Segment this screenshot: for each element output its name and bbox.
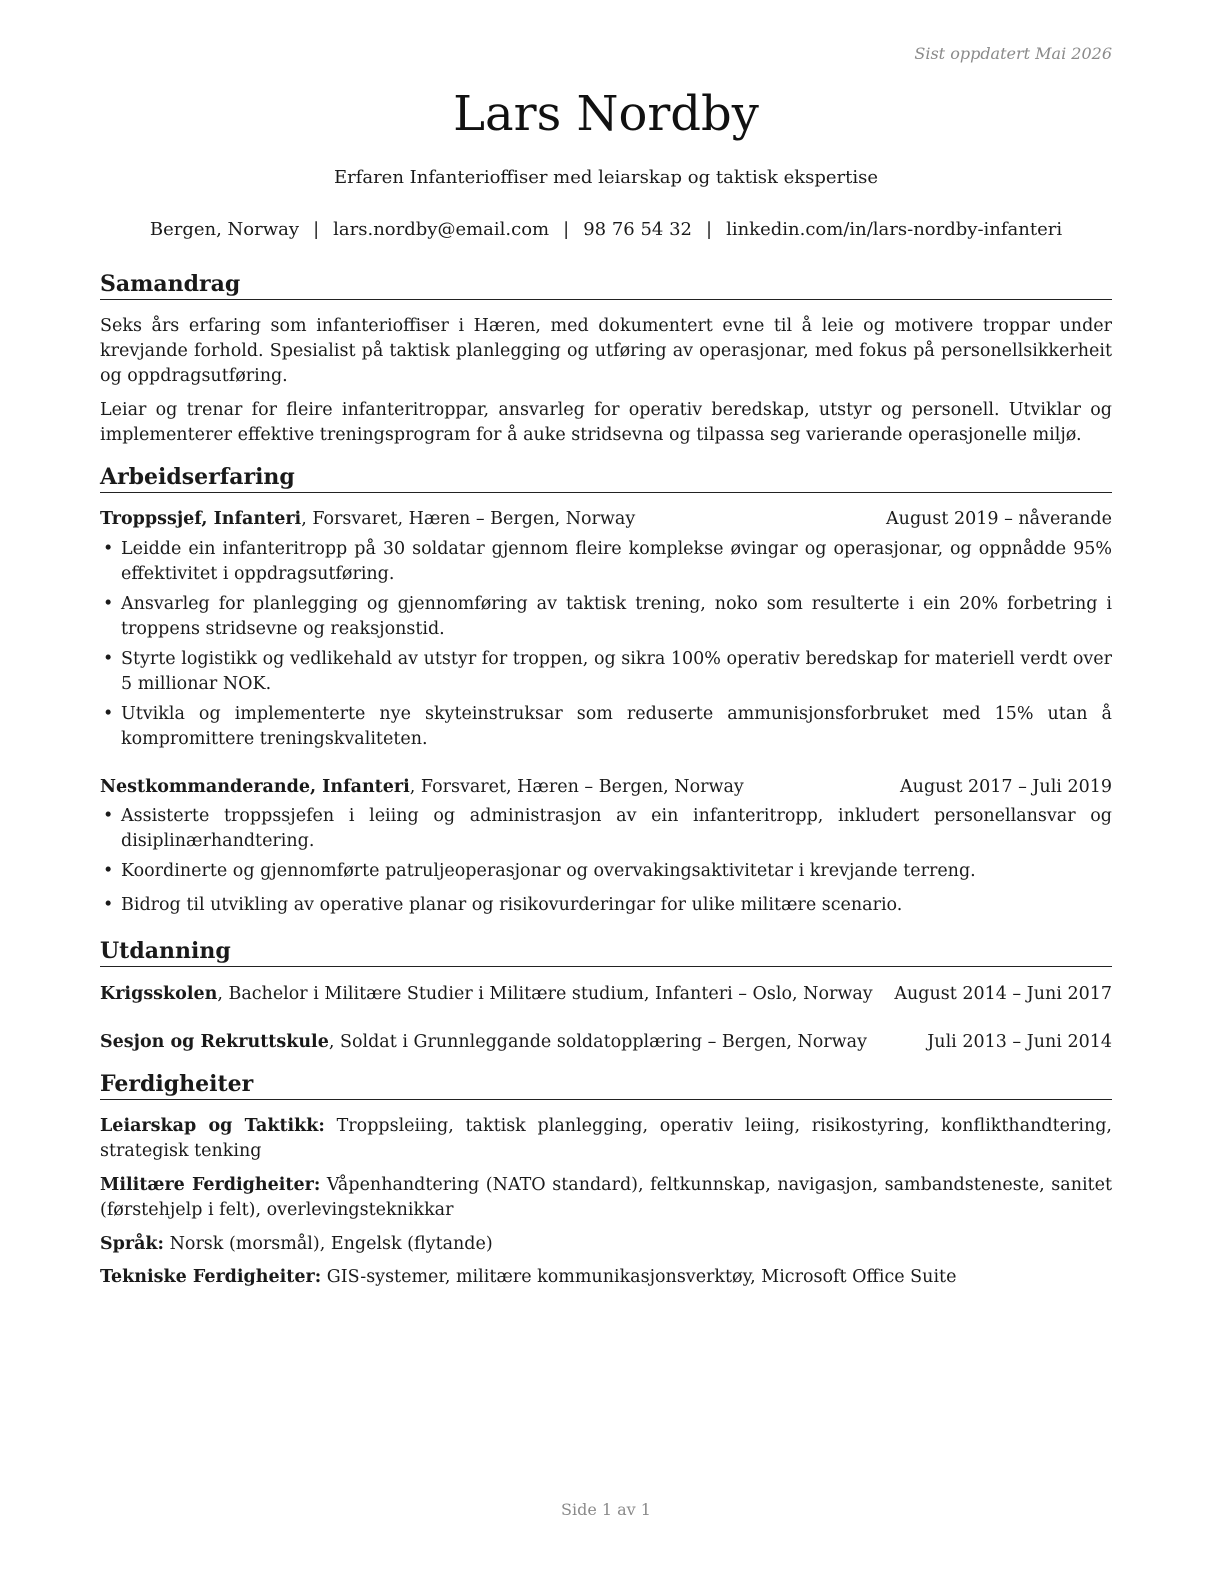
bullet-icon: •	[103, 806, 114, 826]
contact-email[interactable]: lars.nordby@email.com	[333, 219, 550, 240]
bullet-icon: •	[103, 594, 114, 614]
headline: Erfaren Infanterioffiser med leiarskap og taktisk ekspertise	[333, 167, 879, 188]
skill-text: Norsk (morsmål), Engelsk (flytande)	[164, 1234, 493, 1254]
skills-section	[100, 1070, 1112, 1100]
education-dates: August 2014 – Juni 2017	[894, 984, 1112, 1004]
person-name: Lars Nordby	[453, 86, 759, 142]
bullet-icon: •	[103, 649, 114, 669]
job-bullets	[100, 804, 1112, 923]
summary-paragraph-1	[100, 314, 1112, 389]
contact-separator: |	[706, 219, 713, 240]
school-name: Sesjon og Rekruttskule	[100, 1032, 329, 1052]
education-dates: Juli 2013 – Juni 2014	[927, 1032, 1112, 1052]
skill-text: Troppsleiing, taktisk planlegging, operativ leiing, risikostyring, konflikthandtering, strategisk tenking	[100, 1116, 1112, 1161]
education-detail: , Soldat i Grunnleggande soldatopplæring – Bergen, Norway	[328, 1032, 867, 1052]
bullet-text: Bidrog til utvikling av operative planar og risikovurderingar for ulike militære scenario.	[121, 895, 903, 915]
summary-paragraph-2	[100, 398, 1112, 448]
education-item	[100, 1030, 1112, 1055]
summary-section	[100, 270, 1112, 300]
contact-phone: 98 76 54 32	[583, 219, 692, 240]
job-header	[100, 507, 1112, 532]
bullet-text: Leidde ein infanteritropp på 30 soldatar gjennom fleire komplekse øvingar og operasjonar, og oppnådde 95% effektivitet i oppdragsutføring.	[121, 539, 1112, 584]
summary-text: Leiar og trenar for fleire infanteritroppar, ansvarleg for operativ beredskap, utstyr og personell. Utviklar og implementerer effektive treningsprogram for å auke stridsevna og tilpassa seg varierande operasjonelle miljø.	[100, 400, 1112, 445]
last-updated: Sist oppdatert Mai 2026	[914, 44, 1112, 63]
bullet-icon: •	[103, 861, 114, 881]
contact-linkedin[interactable]: linkedin.com/in/lars-nordby-infanteri	[726, 219, 1063, 240]
skill-label: Tekniske Ferdigheiter:	[100, 1267, 322, 1287]
contact-separator: |	[313, 219, 320, 240]
resume-page	[100, 0, 1112, 1584]
bullet-icon: •	[103, 704, 114, 724]
job-dates: August 2019 – nåverande	[886, 509, 1112, 529]
job-org: , Forsvaret, Hæren – Bergen, Norway	[409, 777, 744, 797]
job-bullets	[100, 537, 1112, 757]
list-item	[100, 592, 1112, 642]
list-item	[100, 647, 1112, 697]
contact-line	[100, 219, 1112, 240]
job-dates: August 2017 – Juli 2019	[900, 777, 1112, 797]
list-item	[100, 537, 1112, 587]
section-title-education: Utdanning	[100, 937, 1112, 967]
bullet-icon: •	[103, 539, 114, 559]
bullet-text: Ansvarleg for planlegging og gjennomføring av taktisk trening, noko som resulterte i ein 20% forbetring i troppens stridsevne og reaksjonstid.	[121, 594, 1112, 639]
list-item	[100, 859, 1112, 884]
skill-row	[100, 1265, 1112, 1290]
section-title-experience: Arbeidserfaring	[100, 463, 1112, 493]
bullet-text: Utvikla og implementerte nye skyteinstruksar som reduserte ammunisjonsforbruket med 15% utan å kompromittere treningskvaliteten.	[121, 704, 1112, 749]
skill-text: Våpenhandtering (NATO standard), feltkunnskap, navigasjon, sambandsteneste, sanitet (førstehjelp i felt), overlevingsteknikkar	[100, 1175, 1112, 1220]
bullet-text: Assisterte troppssjefen i leiing og administrasjon av ein infanteritropp, inkludert personellansvar og disiplinærhandtering.	[121, 806, 1112, 851]
contact-location: Bergen, Norway	[149, 219, 300, 240]
skill-label: Militære Ferdigheiter:	[100, 1175, 321, 1195]
bullet-icon: •	[103, 895, 114, 915]
school-name: Krigsskolen	[100, 984, 218, 1004]
list-item	[100, 804, 1112, 854]
skill-row	[100, 1232, 1112, 1257]
list-item	[100, 702, 1112, 752]
job-header	[100, 775, 1112, 800]
bullet-text: Koordinerte og gjennomførte patruljeoperasjonar og overvakingsaktivitetar i krevjande terreng.	[121, 861, 976, 881]
experience-section	[100, 463, 1112, 493]
section-title-summary: Samandrag	[100, 270, 1112, 300]
skill-label: Leiarskap og Taktikk:	[100, 1116, 325, 1136]
education-detail: , Bachelor i Militære Studier i Militære studium, Infanteri – Oslo, Norway	[217, 984, 873, 1004]
job-role: Nestkommanderande, Infanteri	[100, 777, 410, 797]
page-number: Side 1 av 1	[561, 1500, 651, 1519]
skill-text: GIS-systemer, militære kommunikasjonsverktøy, Microsoft Office Suite	[321, 1267, 957, 1287]
education-section	[100, 937, 1112, 967]
list-item	[100, 893, 1112, 918]
job-org: , Forsvaret, Hæren – Bergen, Norway	[301, 509, 636, 529]
skill-label: Språk:	[100, 1234, 165, 1254]
contact-separator: |	[563, 219, 570, 240]
education-item	[100, 982, 1112, 1007]
skill-row	[100, 1173, 1112, 1223]
bullet-text: Styrte logistikk og vedlikehald av utstyr for troppen, og sikra 100% operativ beredskap for materiell verdt over 5 millionar NOK.	[121, 649, 1112, 694]
summary-text: Seks års erfaring som infanterioffiser i Hæren, med dokumentert evne til å leie og motivere troppar under krevjande forhold. Spesialist på taktisk planlegging og utføring av operasjonar, med fokus på personellsikkerheit og oppdragsutføring.	[100, 316, 1112, 386]
section-title-skills: Ferdigheiter	[100, 1070, 1112, 1100]
job-role: Troppssjef, Infanteri	[100, 509, 302, 529]
skill-row	[100, 1114, 1112, 1164]
